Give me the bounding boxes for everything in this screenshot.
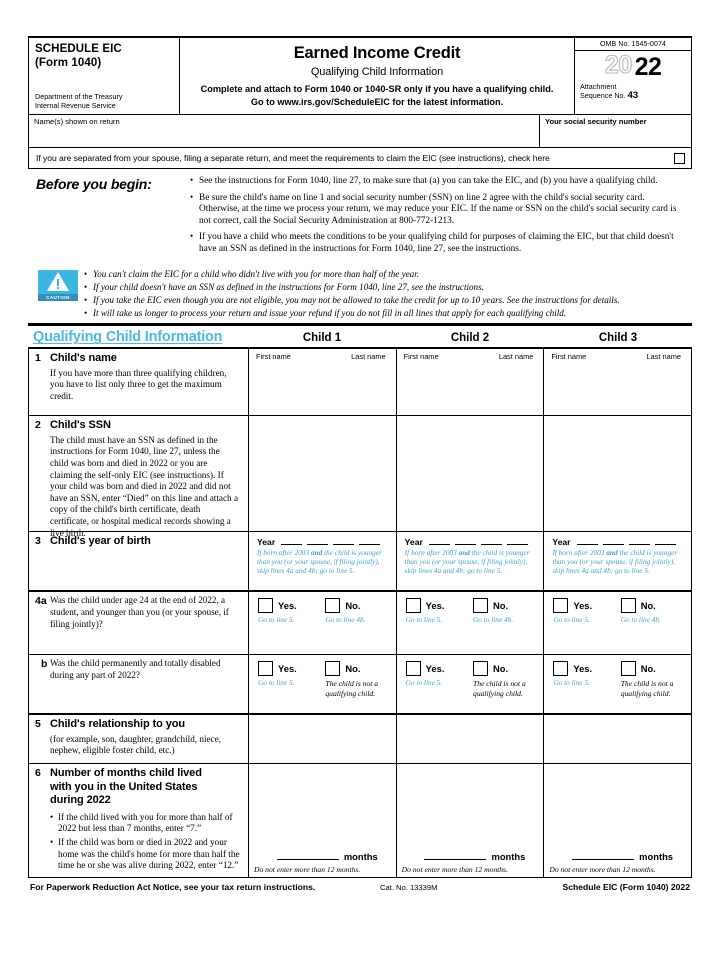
- form-sheet: [28, 36, 692, 892]
- row4a-number: 4a: [35, 595, 47, 608]
- row5-title: Child's relationship to you: [50, 718, 185, 731]
- year-digit-blank: [655, 544, 676, 545]
- name-ssn-row: [28, 114, 692, 147]
- row3-note: [548, 547, 687, 577]
- row4b-yes-note: Go to line 5.: [405, 678, 443, 688]
- row6-child1-entry[interactable]: [254, 851, 391, 874]
- row6-bullet-2: • If the child was born or died in 2022 and your home was the child's home for more than half the time he or she was alive during 2022, enter “12.”: [50, 837, 240, 872]
- row5-child1-cell[interactable]: [249, 715, 397, 763]
- row4a-yes-checkbox[interactable]: [406, 598, 421, 613]
- row1-child1-cell[interactable]: [249, 349, 397, 415]
- form-identifier: Schedule EIC (Form 1040) 2022: [562, 882, 690, 893]
- caution-icon-label: CAUTION: [38, 294, 78, 301]
- row5-question: [29, 715, 249, 763]
- row6-child3-entry[interactable]: [549, 851, 686, 874]
- caution-item: • It will take us longer to process your return and issue your refund if you do not fill in all lines that apply for each qualifying child.: [84, 307, 684, 320]
- names-field[interactable]: [29, 115, 540, 147]
- table-row: [29, 655, 691, 715]
- row1-title: Child's name: [50, 352, 117, 365]
- row4b-no-label: No.: [345, 663, 361, 675]
- row4a-no-checkbox[interactable]: [325, 598, 340, 613]
- row4a-no-checkbox[interactable]: [473, 598, 488, 613]
- row2-title: Child's SSN: [50, 419, 111, 432]
- row4a-no-label: No.: [493, 600, 509, 612]
- row4a-yes-checkbox[interactable]: [553, 598, 568, 613]
- row3-note-pre: If born after 2003: [552, 548, 607, 558]
- row3-number: 3: [35, 535, 41, 548]
- row6-bullet-1: • If the child lived with you for more than half of 2022 but less than 7 months, enter “7.”: [50, 812, 240, 835]
- months-blank[interactable]: [572, 859, 634, 860]
- year-digit-blank: [359, 544, 380, 545]
- year-digit-blank: [629, 544, 650, 545]
- row1-child3-cell[interactable]: [544, 349, 691, 415]
- omb-divider: [575, 50, 691, 51]
- year-digit-blank: [307, 544, 328, 545]
- before-you-begin-section: [28, 169, 692, 265]
- row4a-yes-option[interactable]: [403, 598, 470, 625]
- form-footer: [28, 878, 692, 892]
- row4b-no-note: The child is not a qualifying child.: [473, 679, 526, 698]
- attachment-number: 43: [627, 90, 639, 102]
- row6-note: Do not enter more than 12 months.: [549, 865, 656, 875]
- row6-title-line2: with you in the United States: [50, 780, 198, 793]
- row4a-yes-note: Go to line 5.: [258, 615, 295, 625]
- caution-section: [28, 265, 692, 327]
- months-blank[interactable]: [424, 859, 486, 860]
- row4a-yes-label: Yes.: [573, 600, 593, 612]
- row4b-child1-cell: [249, 655, 397, 713]
- qualifying-child-table: [28, 347, 692, 878]
- before-you-begin-list: [190, 176, 692, 261]
- schedule-title-line2: (Form 1040): [35, 56, 102, 69]
- attach-instruction-line2: Go to www.irs.gov/ScheduleEIC for the latest information.: [250, 96, 504, 107]
- row4b-yes-label: Yes.: [278, 663, 297, 675]
- table-row: [29, 349, 691, 416]
- form-header: [28, 36, 692, 114]
- attach-instruction-line1: Complete and attach to Form 1040 or 1040-SR only if you have a qualifying child.: [200, 84, 554, 94]
- first-name-label: First name: [403, 352, 439, 362]
- row4b-child2-cell: [397, 655, 545, 713]
- row1-question: [29, 349, 249, 415]
- row4b-title: Was the child permanently and totally disabled during any part of 2022?: [50, 658, 221, 680]
- department-line2: Internal Revenue Service: [35, 101, 116, 110]
- row4a-child1-cell: [249, 592, 397, 654]
- caution-icon-column: [28, 267, 84, 321]
- row4a-no-checkbox[interactable]: [621, 598, 636, 613]
- row5-body: (for example, son, daughter, grandchild, niece, nephew, eligible foster child, etc.): [50, 733, 222, 756]
- row4b-no-note: The child is not a qualifying child.: [620, 679, 674, 698]
- first-name-label: First name: [551, 352, 587, 362]
- row4b-yes-option[interactable]: [255, 661, 322, 697]
- row3-question: [29, 532, 249, 590]
- caution-list: [84, 267, 692, 321]
- row4a-title: Was the child under age 24 at the end of 2022, a student, and younger than you (or your spouse, if filing jointly)?: [50, 595, 229, 629]
- table-row: [29, 764, 691, 878]
- row4a-yes-label: Yes.: [425, 600, 445, 612]
- row3-note-bold: and: [310, 548, 323, 558]
- separated-spouse-row: [28, 147, 692, 169]
- row3-note-post: the child is younger than you (or your spouse, if filing jointly), skip lines 4a and 4b; go to line 5.: [552, 548, 678, 575]
- department-line1: Department of the Treasury: [35, 92, 123, 101]
- year-digit-blank: [603, 544, 624, 545]
- form-sub-title: Qualifying Child Information: [310, 66, 444, 78]
- ssn-field[interactable]: [540, 115, 691, 147]
- year-blanks[interactable]: [281, 544, 388, 546]
- attachment-label-line1: Attachment: [580, 82, 617, 91]
- row5-child2-cell[interactable]: [397, 715, 545, 763]
- row3-note-bold: and: [606, 548, 618, 558]
- row2-child2-cell[interactable]: [397, 416, 545, 531]
- row6-child3-cell[interactable]: [544, 764, 691, 877]
- row4a-yes-option[interactable]: [550, 598, 617, 625]
- form-main-title: Earned Income Credit: [293, 44, 461, 62]
- row4a-yes-note: Go to line 5.: [405, 615, 443, 625]
- row4a-no-label: No.: [345, 600, 361, 612]
- svg-text:20: 20: [604, 53, 632, 78]
- row1-number: 1: [35, 352, 41, 365]
- row3-note-post: the child is younger than you (or your spouse, if filing jointly), skip lines 4a and 4b; go to line 5.: [257, 548, 382, 575]
- row4a-yes-note: Go to line 5.: [553, 615, 590, 625]
- row2-child3-cell[interactable]: [544, 416, 691, 531]
- row4b-yes-checkbox[interactable]: [553, 661, 568, 676]
- row4b-yes-checkbox[interactable]: [406, 661, 421, 676]
- before-you-begin-item: • See the instructions for Form 1040, line 27, to make sure that (a) you can take the EIC, and (b) you have a qualifying child.: [190, 176, 682, 188]
- caution-item: • If you take the EIC even though you are not eligible, you may not be allowed to take the credit for up to 10 years. See the instructions for details.: [84, 294, 684, 307]
- row3-note: [253, 547, 392, 577]
- row4b-no-checkbox[interactable]: [473, 661, 488, 676]
- row4a-no-note: Go to line 4b.: [473, 615, 514, 625]
- year-blanks[interactable]: [429, 544, 536, 546]
- row3-note-bold: and: [458, 548, 470, 558]
- row3-note-pre: If born after 2003: [404, 548, 459, 558]
- row3-child3-cell[interactable]: [544, 532, 691, 590]
- row4b-question: [29, 655, 249, 713]
- schedule-title-line1: SCHEDULE EIC: [35, 43, 122, 55]
- row4b-yes-option[interactable]: [550, 661, 617, 697]
- row1-body: If you have more than three qualifying children, you have to list only three to get the maximum credit.: [50, 367, 227, 402]
- row4a-yes-label: Yes.: [278, 600, 297, 612]
- row4a-no-option[interactable]: [470, 598, 537, 625]
- year-digit-blank: [281, 544, 302, 545]
- year-label: Year: [404, 537, 423, 548]
- ssn-label: Your social security number: [545, 117, 647, 126]
- row4a-yes-checkbox[interactable]: [258, 598, 273, 613]
- separated-spouse-text: If you are separated from your spouse, filing a separate return, and meet the requirements to claim the EIC (see instructions), check here: [36, 153, 550, 163]
- row2-number: 2: [35, 419, 41, 432]
- row4b-child3-cell: [544, 655, 691, 713]
- caution-item: • You can't claim the EIC for a child who didn't live with you for more than half of the year.: [84, 268, 684, 281]
- first-name-label: First name: [256, 352, 291, 362]
- row4b-yes-option[interactable]: [403, 661, 470, 697]
- omb-number: OMB No. 1545-0074: [600, 41, 666, 48]
- header-schedule-block: [29, 38, 180, 114]
- row4a-no-option[interactable]: [618, 598, 685, 625]
- table-row: [29, 532, 691, 592]
- row6-title-line3: during 2022: [50, 794, 111, 807]
- before-you-begin-item: • Be sure the child's name on line 1 and social security number (SSN) on line 2 agree with the child's social security card. Otherwise, at the time we process your return, we may reduce your EIC. If the name or SSN on the child's social security card is not correct, call the Social Security Administration at 800-772-1213.: [190, 193, 682, 228]
- year-digit-blank: [577, 544, 598, 545]
- row4a-no-note: Go to line 4b.: [620, 615, 661, 625]
- catalog-number: Cat. No. 13339M: [380, 882, 438, 892]
- row4a-yes-option[interactable]: [255, 598, 322, 625]
- row2-child1-cell[interactable]: [249, 416, 397, 531]
- row4b-no-option[interactable]: [322, 661, 389, 697]
- header-omb-block: [575, 38, 691, 114]
- last-name-label: Last name: [351, 352, 386, 362]
- row3-note-pre: If born after 2003: [257, 548, 311, 558]
- row4b-yes-label: Yes.: [425, 663, 445, 675]
- row4a-child2-cell: [397, 592, 545, 654]
- row3-title: Child's year of birth: [50, 535, 151, 548]
- row5-number: 5: [35, 718, 41, 731]
- before-you-begin-label: Before you begin:: [36, 176, 152, 192]
- last-name-label: Last name: [646, 352, 682, 362]
- year-digit-blank: [333, 544, 354, 545]
- row4a-question: [29, 592, 249, 654]
- row6-number: 6: [35, 767, 41, 780]
- row3-note-post: the child is younger than you (or your spouse, if filing jointly), skip lines 4a and 4b; go to line 5.: [404, 548, 530, 575]
- section-title: Qualifying Child Information: [33, 329, 223, 346]
- row2-body: The child must have an SSN as defined in the instructions for Form 1040, line 27, unless the child was born and died in 2022 or you are claiming the self-only EIC (see instructions). If your child was born and died in 2022 and did not have an SSN, enter “Died” on this line and attach a copy of the child's birth certificate, death certificate, or hospital medical records showing a live birth.: [50, 434, 239, 538]
- tax-year: [580, 53, 686, 81]
- year-digit-blank: [481, 544, 502, 545]
- row4b-yes-note: Go to line 5.: [553, 678, 590, 688]
- row4a-no-note: Go to line 4b.: [325, 615, 366, 625]
- row4b-yes-note: Go to line 5.: [258, 678, 295, 688]
- caution-icon: [38, 270, 78, 301]
- months-label: months: [343, 851, 378, 863]
- row4b-no-note: The child is not a qualifying child.: [325, 679, 379, 698]
- table-row: [29, 715, 691, 764]
- row4b-no-checkbox[interactable]: [325, 661, 340, 676]
- table-row: [29, 416, 691, 538]
- table-row: [29, 592, 691, 655]
- row6-bullets: [33, 808, 240, 872]
- header-title-block: [180, 38, 575, 114]
- row4b-no-option[interactable]: [470, 661, 537, 697]
- caution-exclamation-icon: [57, 279, 59, 286]
- row6-child1-cell[interactable]: [249, 764, 397, 877]
- names-label: Name(s) shown on return: [34, 117, 120, 126]
- row6-child2-cell[interactable]: [397, 764, 545, 877]
- row2-question: [29, 416, 249, 538]
- row4b-yes-label: Yes.: [573, 663, 593, 675]
- caution-item: • If your child doesn't have an SSN as defined in the instructions for Form 1040, line 27, see the instructions.: [84, 281, 684, 294]
- row6-question: [29, 764, 249, 877]
- year-digit-blank: [507, 544, 528, 545]
- row6-title: [50, 767, 240, 808]
- qualifying-child-header-bar: [28, 326, 692, 347]
- year-blanks[interactable]: [577, 544, 684, 546]
- department-block: [35, 92, 123, 110]
- months-blank[interactable]: [277, 859, 339, 860]
- year-digit-blank: [429, 544, 450, 545]
- child-column-header-2: Child 2: [450, 332, 490, 345]
- row4b-number: b: [41, 658, 48, 671]
- before-you-begin-item: • If you have a child who meets the conditions to be your qualifying child for purposes of claiming the EIC, but that child doesn't have an SSN as defined in the instructions for Form 1040, line 27, see the instructions.: [190, 232, 682, 255]
- paperwork-notice: For Paperwork Reduction Act Notice, see your tax return instructions.: [30, 882, 316, 893]
- child-column-header-3: Child 3: [598, 332, 638, 345]
- row4a-child3-cell: [544, 592, 691, 654]
- row5-child3-cell[interactable]: [544, 715, 691, 763]
- row4b-no-label: No.: [640, 663, 656, 675]
- row4b-no-option[interactable]: [618, 661, 685, 697]
- row6-note: Do not enter more than 12 months.: [401, 865, 508, 875]
- row4b-no-label: No.: [493, 663, 509, 675]
- child-column-header-1: Child 1: [302, 332, 342, 345]
- separated-spouse-checkbox[interactable]: [674, 153, 685, 164]
- row4a-no-option[interactable]: [322, 598, 389, 625]
- row3-note: [401, 547, 540, 577]
- year-digit-blank: [455, 544, 476, 545]
- months-label: months: [491, 851, 526, 863]
- row4a-no-label: No.: [640, 600, 656, 612]
- row6-title-line1: Number of months child lived: [50, 767, 202, 780]
- year-label: Year: [552, 537, 571, 548]
- header-attach-instructions: [180, 83, 574, 108]
- year-label: Year: [257, 537, 276, 548]
- months-label: months: [639, 851, 674, 863]
- row4b-yes-checkbox[interactable]: [258, 661, 273, 676]
- last-name-label: Last name: [498, 352, 534, 362]
- row1-child2-cell[interactable]: [397, 349, 545, 415]
- row3-child2-cell[interactable]: [397, 532, 545, 590]
- year-outline-text: [605, 53, 635, 78]
- row6-child2-entry[interactable]: [402, 851, 539, 874]
- row6-note: Do not enter more than 12 months.: [254, 865, 361, 875]
- tax-year-bold: 22: [634, 53, 662, 81]
- row4b-no-checkbox[interactable]: [621, 661, 636, 676]
- attachment-label-line2: Sequence No.: [580, 91, 626, 101]
- attachment-sequence: [580, 82, 686, 101]
- row3-child1-cell[interactable]: [249, 532, 397, 590]
